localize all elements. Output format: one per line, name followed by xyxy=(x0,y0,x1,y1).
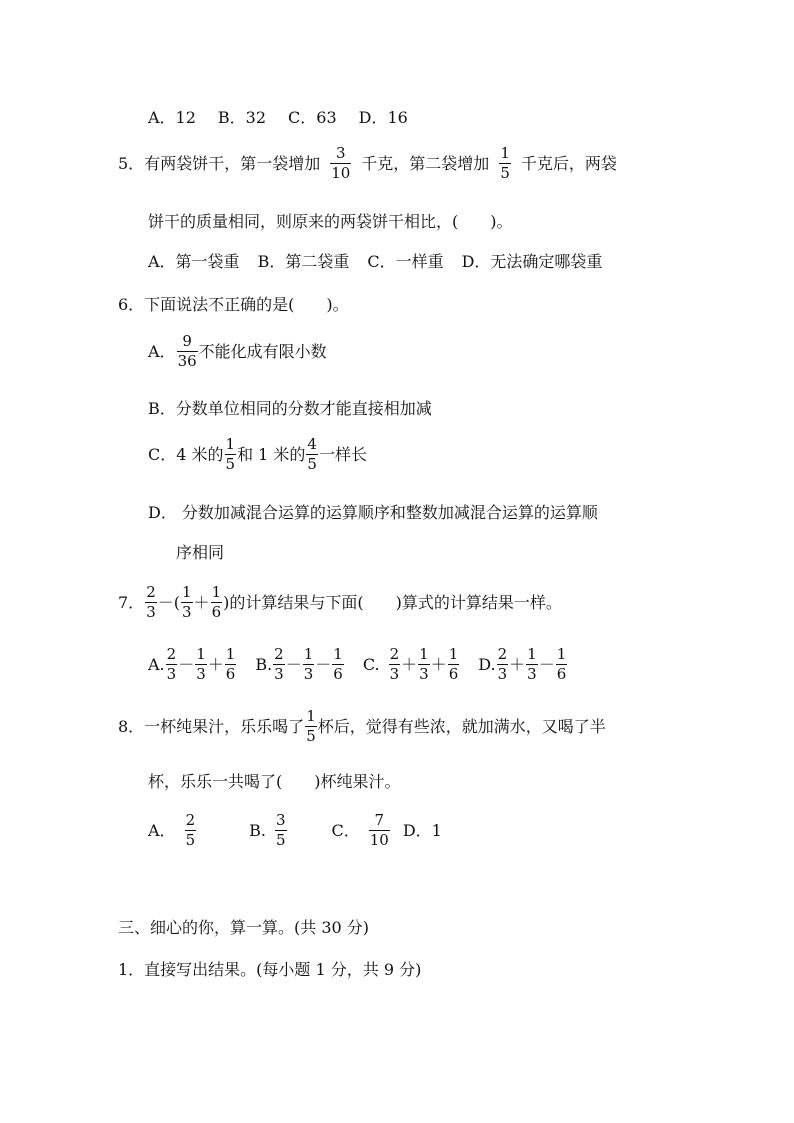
q8-text-part1: 8．一杯纯果汁，乐乐喝了 xyxy=(118,716,305,736)
q8-options xyxy=(148,813,442,848)
denominator: 3 xyxy=(146,603,156,621)
q5-text-part3: 千克后，两袋 xyxy=(520,153,617,173)
q8-option-c-label: C． xyxy=(331,820,360,840)
numerator: 3 xyxy=(335,144,346,162)
q4-options xyxy=(148,110,408,126)
left-paren: ( xyxy=(173,592,180,612)
q4-option-c: C．63 xyxy=(288,108,337,127)
q5-option-c: C．一样重 xyxy=(367,252,444,271)
numerator: 1 xyxy=(182,583,192,601)
q7-fraction-2-3 xyxy=(145,585,157,620)
q6-option-b: B．分数单位相同的分数才能直接相加减 xyxy=(148,399,432,418)
q8-stem-line1 xyxy=(118,709,606,744)
numerator: 1 xyxy=(527,645,537,663)
q5-text-part1: 有两袋饼干，第一袋增加 xyxy=(144,153,321,173)
numerator: 2 xyxy=(497,645,508,663)
q8-option-b-label: B. xyxy=(249,820,266,840)
q6-c-text2: 和 1 米的 xyxy=(237,444,306,464)
numerator: 1 xyxy=(333,645,343,663)
q8-text-part2: 杯后，觉得有些浓，就加满水，又喝了半 xyxy=(317,716,606,736)
q8-option-a-label: A． xyxy=(148,820,176,840)
q6-stem: 6．下面说法不正确的是( )。 xyxy=(118,295,349,314)
fraction xyxy=(273,647,285,682)
numerator: 1 xyxy=(500,144,510,162)
q7-fraction-1-3 xyxy=(181,585,193,620)
q7-option-a-label: A. xyxy=(148,654,165,674)
denominator: 10 xyxy=(331,164,351,182)
numerator: 1 xyxy=(419,645,429,663)
fraction xyxy=(166,647,178,682)
q8-option-c-fraction xyxy=(369,813,390,848)
denominator: 6 xyxy=(448,665,459,683)
denominator: 5 xyxy=(275,831,286,849)
denominator: 3 xyxy=(303,665,314,683)
minus-sign: － xyxy=(157,592,174,612)
q6-a-text: 不能化成有限小数 xyxy=(198,341,327,361)
q5-number: 5． xyxy=(118,153,145,173)
numerator: 1 xyxy=(306,707,316,725)
q5-option-b: B．第二袋重 xyxy=(257,252,350,271)
q5-fraction-3-10 xyxy=(330,146,351,181)
numerator: 9 xyxy=(182,332,192,350)
q6-c-text1: C．4 米的 xyxy=(148,444,224,464)
denominator: 3 xyxy=(389,665,400,683)
q6-c-text3: 一样长 xyxy=(318,444,367,464)
q7-number: 7． xyxy=(118,592,145,612)
q6-c-fraction-4-5 xyxy=(306,437,318,472)
denominator: 3 xyxy=(196,665,206,683)
section-3-question-1: 1．直接写出结果。(每小题 1 分，共 9 分) xyxy=(118,960,422,979)
denominator: 3 xyxy=(166,665,177,683)
q8-option-b-fraction xyxy=(275,813,287,848)
numerator: 1 xyxy=(196,645,206,663)
q5-option-d: D．无法确定哪袋重 xyxy=(461,252,603,271)
minus-sign: － xyxy=(285,654,302,674)
numerator: 1 xyxy=(448,645,459,663)
denominator: 5 xyxy=(306,727,316,745)
numerator: 1 xyxy=(556,645,567,663)
fraction xyxy=(448,647,460,682)
q6-option-d-line2: 序相同 xyxy=(176,543,225,562)
q4-option-b: B．32 xyxy=(217,108,267,127)
q5-stem-line2: 饼干的质量相同，则原来的两袋饼干相比，( )。 xyxy=(148,212,513,231)
q5-stem-line1 xyxy=(118,146,617,181)
q8-option-a-fraction xyxy=(185,813,197,848)
fraction xyxy=(556,647,568,682)
denominator: 6 xyxy=(333,665,343,683)
q7-options xyxy=(148,647,568,682)
numerator: 3 xyxy=(275,811,286,829)
right-paren: ) xyxy=(223,592,230,612)
numerator: 4 xyxy=(307,435,317,453)
numerator: 2 xyxy=(166,645,177,663)
q8-fraction-1-5 xyxy=(305,709,317,744)
plus-sign: ＋ xyxy=(509,654,526,674)
numerator: 7 xyxy=(374,811,385,829)
numerator: 1 xyxy=(225,645,236,663)
numerator: 2 xyxy=(274,645,284,663)
numerator: 2 xyxy=(389,645,400,663)
q6-c-fraction-1-5 xyxy=(225,437,237,472)
fraction xyxy=(332,647,344,682)
q8-stem-line2: 杯，乐乐一共喝了( )杯纯果汁。 xyxy=(148,772,401,791)
q7-stem xyxy=(118,585,562,620)
minus-sign: － xyxy=(178,654,195,674)
q8-option-d: D．1 xyxy=(402,820,442,840)
q6-a-fraction xyxy=(177,334,198,369)
q5-text-part2: 千克，第二袋增加 xyxy=(361,153,490,173)
q4-option-a: A．12 xyxy=(148,108,196,127)
fraction xyxy=(195,647,207,682)
numerator: 1 xyxy=(211,583,222,601)
q5-options xyxy=(148,254,602,270)
q7-option-c-label: C. xyxy=(362,654,380,674)
q7-option-b-label: B. xyxy=(255,654,273,674)
denominator: 10 xyxy=(369,831,389,849)
fraction xyxy=(418,647,430,682)
q6-option-a xyxy=(148,334,327,369)
q7-option-d-label: D. xyxy=(478,654,496,674)
denominator: 6 xyxy=(211,603,222,621)
fraction xyxy=(303,647,315,682)
numerator: 1 xyxy=(225,435,236,453)
q6-option-d-line1: D． 分数加减混合运算的运算顺序和整数加减混合运算的运算顺 xyxy=(148,503,598,522)
q7-fraction-1-6 xyxy=(211,585,223,620)
denominator: 36 xyxy=(177,352,197,370)
denominator: 5 xyxy=(185,831,196,849)
denominator: 5 xyxy=(225,455,236,473)
fraction xyxy=(225,647,237,682)
fraction xyxy=(389,647,401,682)
denominator: 5 xyxy=(500,164,510,182)
numerator: 2 xyxy=(146,583,156,601)
denominator: 3 xyxy=(527,665,537,683)
minus-sign: － xyxy=(315,654,332,674)
denominator: 3 xyxy=(274,665,284,683)
minus-sign: － xyxy=(538,654,555,674)
denominator: 3 xyxy=(419,665,429,683)
denominator: 5 xyxy=(307,455,317,473)
denominator: 6 xyxy=(225,665,236,683)
denominator: 3 xyxy=(497,665,508,683)
numerator: 2 xyxy=(185,811,196,829)
plus-sign: ＋ xyxy=(430,654,447,674)
denominator: 6 xyxy=(556,665,567,683)
plus-sign: ＋ xyxy=(207,654,224,674)
fraction xyxy=(526,647,538,682)
q6-option-c xyxy=(148,437,367,472)
fraction xyxy=(497,647,509,682)
plus-sign: ＋ xyxy=(193,592,210,612)
plus-sign: ＋ xyxy=(401,654,418,674)
q6-a-label: A． xyxy=(148,341,176,361)
q7-text: 的计算结果与下面( )算式的计算结果一样。 xyxy=(229,592,562,612)
q5-fraction-1-5 xyxy=(499,146,511,181)
numerator: 1 xyxy=(303,645,314,663)
denominator: 3 xyxy=(182,603,192,621)
q5-option-a: A．第一袋重 xyxy=(148,252,240,271)
q4-option-d: D．16 xyxy=(358,108,408,127)
section-3-title: 三、细心的你，算一算。(共 30 分) xyxy=(118,918,370,937)
